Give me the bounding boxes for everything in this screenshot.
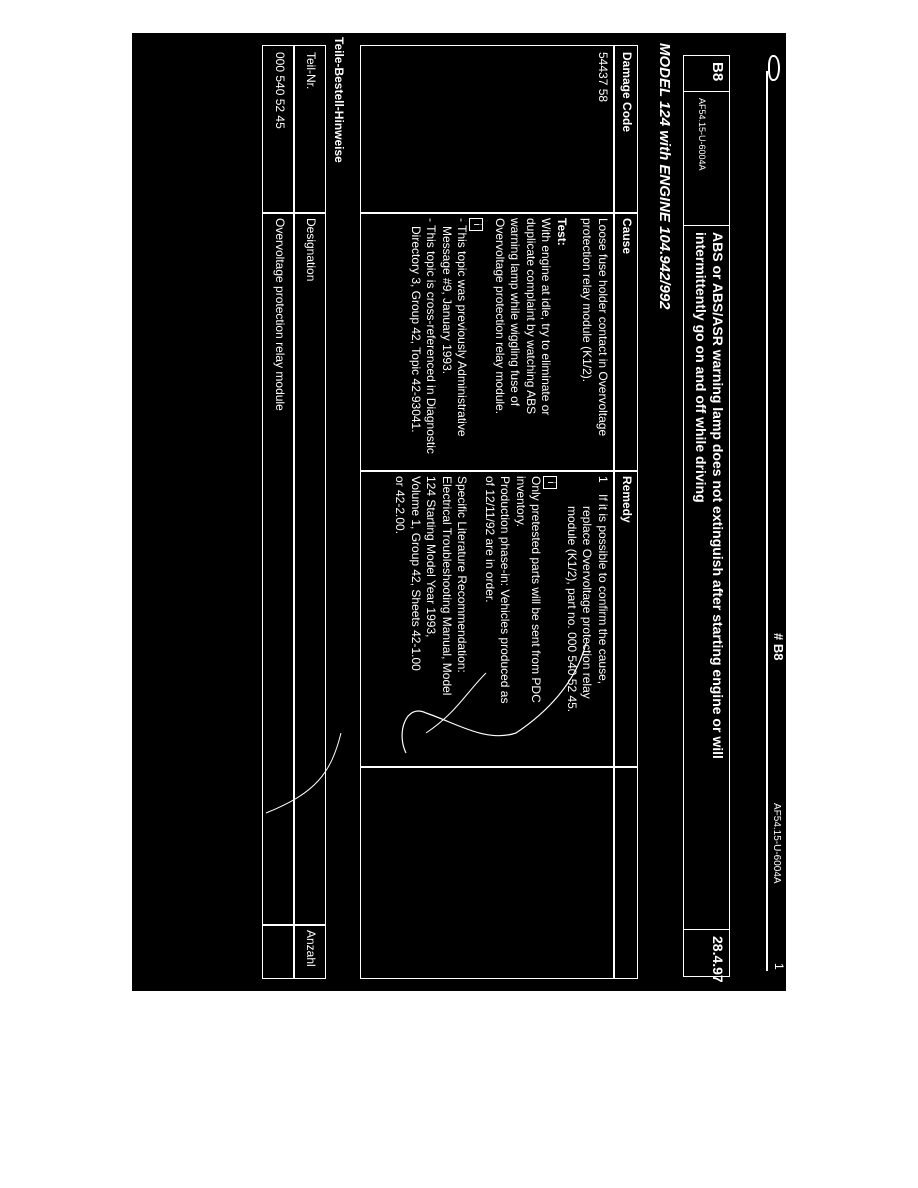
parts-table bbox=[262, 45, 326, 979]
scanned-page bbox=[132, 33, 786, 991]
header-designation: Designation bbox=[304, 218, 318, 282]
remedy-number: 1 bbox=[596, 476, 610, 483]
header-rule bbox=[766, 71, 768, 971]
header-remedy: Remedy bbox=[620, 476, 634, 523]
info-icon: i bbox=[470, 218, 484, 231]
header-box bbox=[683, 55, 730, 983]
title-line-1: ABS or ABS/ASR warning lamp does not extinguish after starting engine or will bbox=[710, 232, 726, 759]
rotated-document bbox=[132, 33, 786, 991]
header-part-no: Teil-Nr. bbox=[304, 52, 318, 90]
parts-title: Teile-Bestell-Hinweise bbox=[332, 37, 346, 163]
mercedes-star-icon bbox=[768, 55, 780, 81]
group-code: B8 bbox=[684, 56, 729, 92]
header-damage-code: Damage Code bbox=[620, 52, 634, 133]
designation-value: Overvoltage protection relay module bbox=[273, 218, 287, 411]
page-title bbox=[684, 226, 729, 930]
damage-code-value: 54437 58 bbox=[596, 52, 610, 103]
doc-code-top: AF54.15-U-6004A bbox=[771, 803, 782, 884]
page-number-label: # B8 bbox=[771, 633, 786, 661]
header-cause: Cause bbox=[620, 218, 634, 255]
page-index: 1 bbox=[772, 963, 786, 970]
remedy-cell: 1 If it is possible to confirm the cause, replace Overvoltage protection relay module (K1/2), part no. 000 540 52 45. i Only pretested parts will be sent from PDC inventory. Production phase-in: Vehicles produced as of 12/11/92 are in order. Specific Literature Recommendation: Electrical Troubleshooting Manual, Model 124 Starting Model Year 1993, Volume 1, Group 42, Sheets 42-1.00 or 42-2.00. bbox=[393, 476, 610, 713]
title-line-2: intermittently go on and off while driving bbox=[693, 232, 709, 503]
cause-cell: Loose fuse holder contact in Overvoltage protection relay module (K1/2). Test: With engine at idle, try to eliminate or duplicate complaint by watching ABS warning lamp while wiggling fuse of Overvoltage protection relay module. i - This topic was previously Administrative Message #9, January 1993. - This topic is cross-referenced in Diagnostic Directory 3, Group 42, Topic 42-93041. bbox=[408, 218, 611, 468]
damage-table bbox=[360, 45, 638, 979]
date: 28.4.97 bbox=[710, 936, 726, 983]
doc-code: AF54.15-U-6004A bbox=[684, 92, 729, 226]
info-icon-remedy: i bbox=[544, 476, 558, 489]
test-label: Test: bbox=[555, 218, 569, 246]
header-quantity: Anzahl bbox=[304, 930, 318, 967]
part-no-value: 000 540 52 45 bbox=[273, 52, 287, 129]
model-heading: MODEL 124 with ENGINE 104.942/992 bbox=[656, 43, 673, 310]
